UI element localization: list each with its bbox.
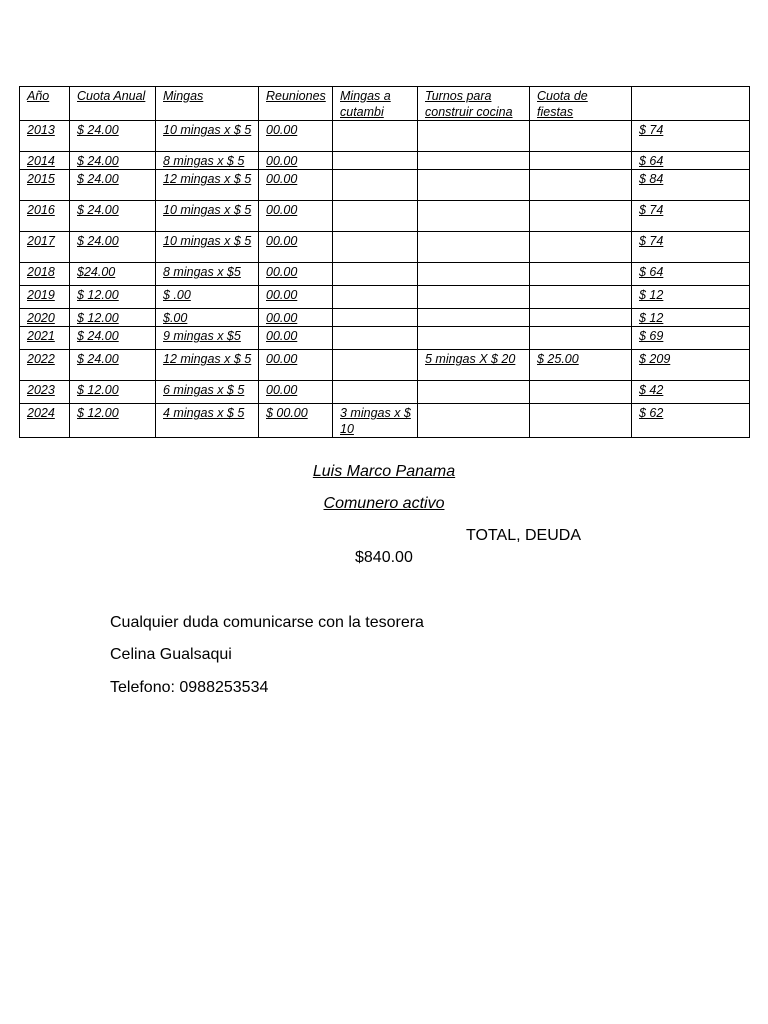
- table-row: [20, 327, 750, 350]
- cell-year: 2024: [20, 404, 70, 438]
- cell-annual-fee: $ 24.00: [70, 232, 156, 263]
- cell-kitchen-shifts: [418, 232, 530, 263]
- table-row: [20, 309, 750, 327]
- cell-meetings: 00.00: [259, 121, 333, 152]
- cell-year: 2016: [20, 201, 70, 232]
- cell-mingas-cutambi: [333, 286, 418, 309]
- table-row: [20, 263, 750, 286]
- debt-table: [19, 86, 750, 438]
- cell-annual-fee: $ 24.00: [70, 121, 156, 152]
- cell-total: $ 209: [632, 350, 750, 381]
- member-name: Luis Marco Panama: [312, 463, 456, 480]
- cell-meetings: 00.00: [259, 232, 333, 263]
- cell-meetings: 00.00: [259, 152, 333, 170]
- table-header-row: [20, 87, 750, 121]
- cell-kitchen-shifts: [418, 170, 530, 201]
- cell-meetings: 00.00: [259, 309, 333, 327]
- cell-total: $ 69: [632, 327, 750, 350]
- cell-annual-fee: $ 24.00: [70, 350, 156, 381]
- header-kitchen-shifts: Turnos para construir cocina: [418, 87, 530, 121]
- cell-year: 2014: [20, 152, 70, 170]
- cell-annual-fee: $ 12.00: [70, 309, 156, 327]
- cell-year: 2015: [20, 170, 70, 201]
- cell-mingas-cutambi: [333, 381, 418, 404]
- cell-party-fee: [530, 263, 632, 286]
- cell-annual-fee: $ 24.00: [70, 201, 156, 232]
- cell-mingas-cutambi: [333, 350, 418, 381]
- cell-party-fee: $ 25.00: [530, 350, 632, 381]
- cell-total: $ 64: [632, 152, 750, 170]
- cell-year: 2023: [20, 381, 70, 404]
- cell-meetings: 00.00: [259, 201, 333, 232]
- cell-mingas: $ .00: [156, 286, 259, 309]
- cell-party-fee: [530, 232, 632, 263]
- cell-party-fee: [530, 152, 632, 170]
- header-total: [632, 87, 750, 121]
- cell-kitchen-shifts: [418, 263, 530, 286]
- cell-meetings: 00.00: [259, 327, 333, 350]
- header-meetings: Reuniones: [259, 87, 333, 121]
- treasurer-phone: Telefono: 0988253534: [110, 679, 269, 696]
- table-row: [20, 152, 750, 170]
- total-debt-value: $840.00: [355, 549, 413, 566]
- cell-annual-fee: $ 12.00: [70, 404, 156, 438]
- treasurer-name: Celina Gualsaqui: [110, 646, 232, 663]
- cell-kitchen-shifts: [418, 201, 530, 232]
- table-row: [20, 201, 750, 232]
- cell-total: $ 74: [632, 121, 750, 152]
- table-row: [20, 381, 750, 404]
- cell-mingas: 9 mingas x $5: [156, 327, 259, 350]
- cell-annual-fee: $ 12.00: [70, 286, 156, 309]
- cell-annual-fee: $ 24.00: [70, 170, 156, 201]
- cell-mingas: 10 mingas x $ 5: [156, 232, 259, 263]
- cell-kitchen-shifts: [418, 286, 530, 309]
- cell-meetings: 00.00: [259, 381, 333, 404]
- cell-annual-fee: $24.00: [70, 263, 156, 286]
- contact-note: Cualquier duda comunicarse con la tesorera: [110, 614, 424, 631]
- cell-meetings: 00.00: [259, 350, 333, 381]
- table-row: [20, 286, 750, 309]
- cell-meetings: 00.00: [259, 263, 333, 286]
- cell-kitchen-shifts: [418, 381, 530, 404]
- cell-annual-fee: $ 24.00: [70, 152, 156, 170]
- cell-kitchen-shifts: [418, 152, 530, 170]
- cell-year: 2018: [20, 263, 70, 286]
- table-row: [20, 404, 750, 438]
- cell-mingas-cutambi: [333, 263, 418, 286]
- cell-mingas: 6 mingas x $ 5: [156, 381, 259, 404]
- cell-total: $ 74: [632, 201, 750, 232]
- cell-total: $ 12: [632, 309, 750, 327]
- cell-kitchen-shifts: [418, 327, 530, 350]
- header-year: Año: [20, 87, 70, 121]
- cell-mingas: 8 mingas x $ 5: [156, 152, 259, 170]
- cell-mingas: 10 mingas x $ 5: [156, 201, 259, 232]
- cell-meetings: $ 00.00: [259, 404, 333, 438]
- cell-mingas-cutambi: [333, 170, 418, 201]
- cell-mingas-cutambi: [333, 152, 418, 170]
- cell-mingas: 12 mingas x $ 5: [156, 350, 259, 381]
- cell-meetings: 00.00: [259, 286, 333, 309]
- cell-kitchen-shifts: 5 mingas X $ 20: [418, 350, 530, 381]
- cell-total: $ 64: [632, 263, 750, 286]
- cell-party-fee: [530, 381, 632, 404]
- cell-kitchen-shifts: [418, 309, 530, 327]
- member-status: Comunero activo: [323, 495, 445, 512]
- cell-annual-fee: $ 24.00: [70, 327, 156, 350]
- cell-year: 2020: [20, 309, 70, 327]
- table-row: [20, 121, 750, 152]
- cell-total: $ 12: [632, 286, 750, 309]
- cell-mingas: 10 mingas x $ 5: [156, 121, 259, 152]
- cell-party-fee: [530, 170, 632, 201]
- cell-kitchen-shifts: [418, 121, 530, 152]
- cell-total: $ 74: [632, 232, 750, 263]
- cell-mingas: 8 mingas x $5: [156, 263, 259, 286]
- header-mingas-cutambi: Mingas a cutambi: [333, 87, 418, 121]
- cell-mingas-cutambi: [333, 201, 418, 232]
- header-annual-fee: Cuota Anual: [70, 87, 156, 121]
- cell-year: 2021: [20, 327, 70, 350]
- cell-party-fee: [530, 121, 632, 152]
- cell-mingas-cutambi: [333, 309, 418, 327]
- cell-mingas-cutambi: [333, 232, 418, 263]
- header-party-fee: Cuota de fiestas: [530, 87, 632, 121]
- cell-year: 2013: [20, 121, 70, 152]
- cell-mingas: 4 mingas x $ 5: [156, 404, 259, 438]
- cell-kitchen-shifts: [418, 404, 530, 438]
- cell-mingas-cutambi: 3 mingas x $ 10: [333, 404, 418, 438]
- cell-year: 2022: [20, 350, 70, 381]
- cell-total: $ 62: [632, 404, 750, 438]
- header-mingas: Mingas: [156, 87, 259, 121]
- cell-annual-fee: $ 12.00: [70, 381, 156, 404]
- cell-party-fee: [530, 201, 632, 232]
- cell-mingas: $.00: [156, 309, 259, 327]
- table-row: [20, 232, 750, 263]
- total-debt-label: TOTAL, DEUDA: [466, 527, 581, 544]
- cell-mingas: 12 mingas x $ 5: [156, 170, 259, 201]
- cell-party-fee: [530, 327, 632, 350]
- cell-year: 2019: [20, 286, 70, 309]
- cell-party-fee: [530, 286, 632, 309]
- cell-mingas-cutambi: [333, 121, 418, 152]
- cell-total: $ 42: [632, 381, 750, 404]
- cell-party-fee: [530, 404, 632, 438]
- table-row: [20, 170, 750, 201]
- cell-total: $ 84: [632, 170, 750, 201]
- cell-party-fee: [530, 309, 632, 327]
- table-row: [20, 350, 750, 381]
- cell-meetings: 00.00: [259, 170, 333, 201]
- cell-mingas-cutambi: [333, 327, 418, 350]
- cell-year: 2017: [20, 232, 70, 263]
